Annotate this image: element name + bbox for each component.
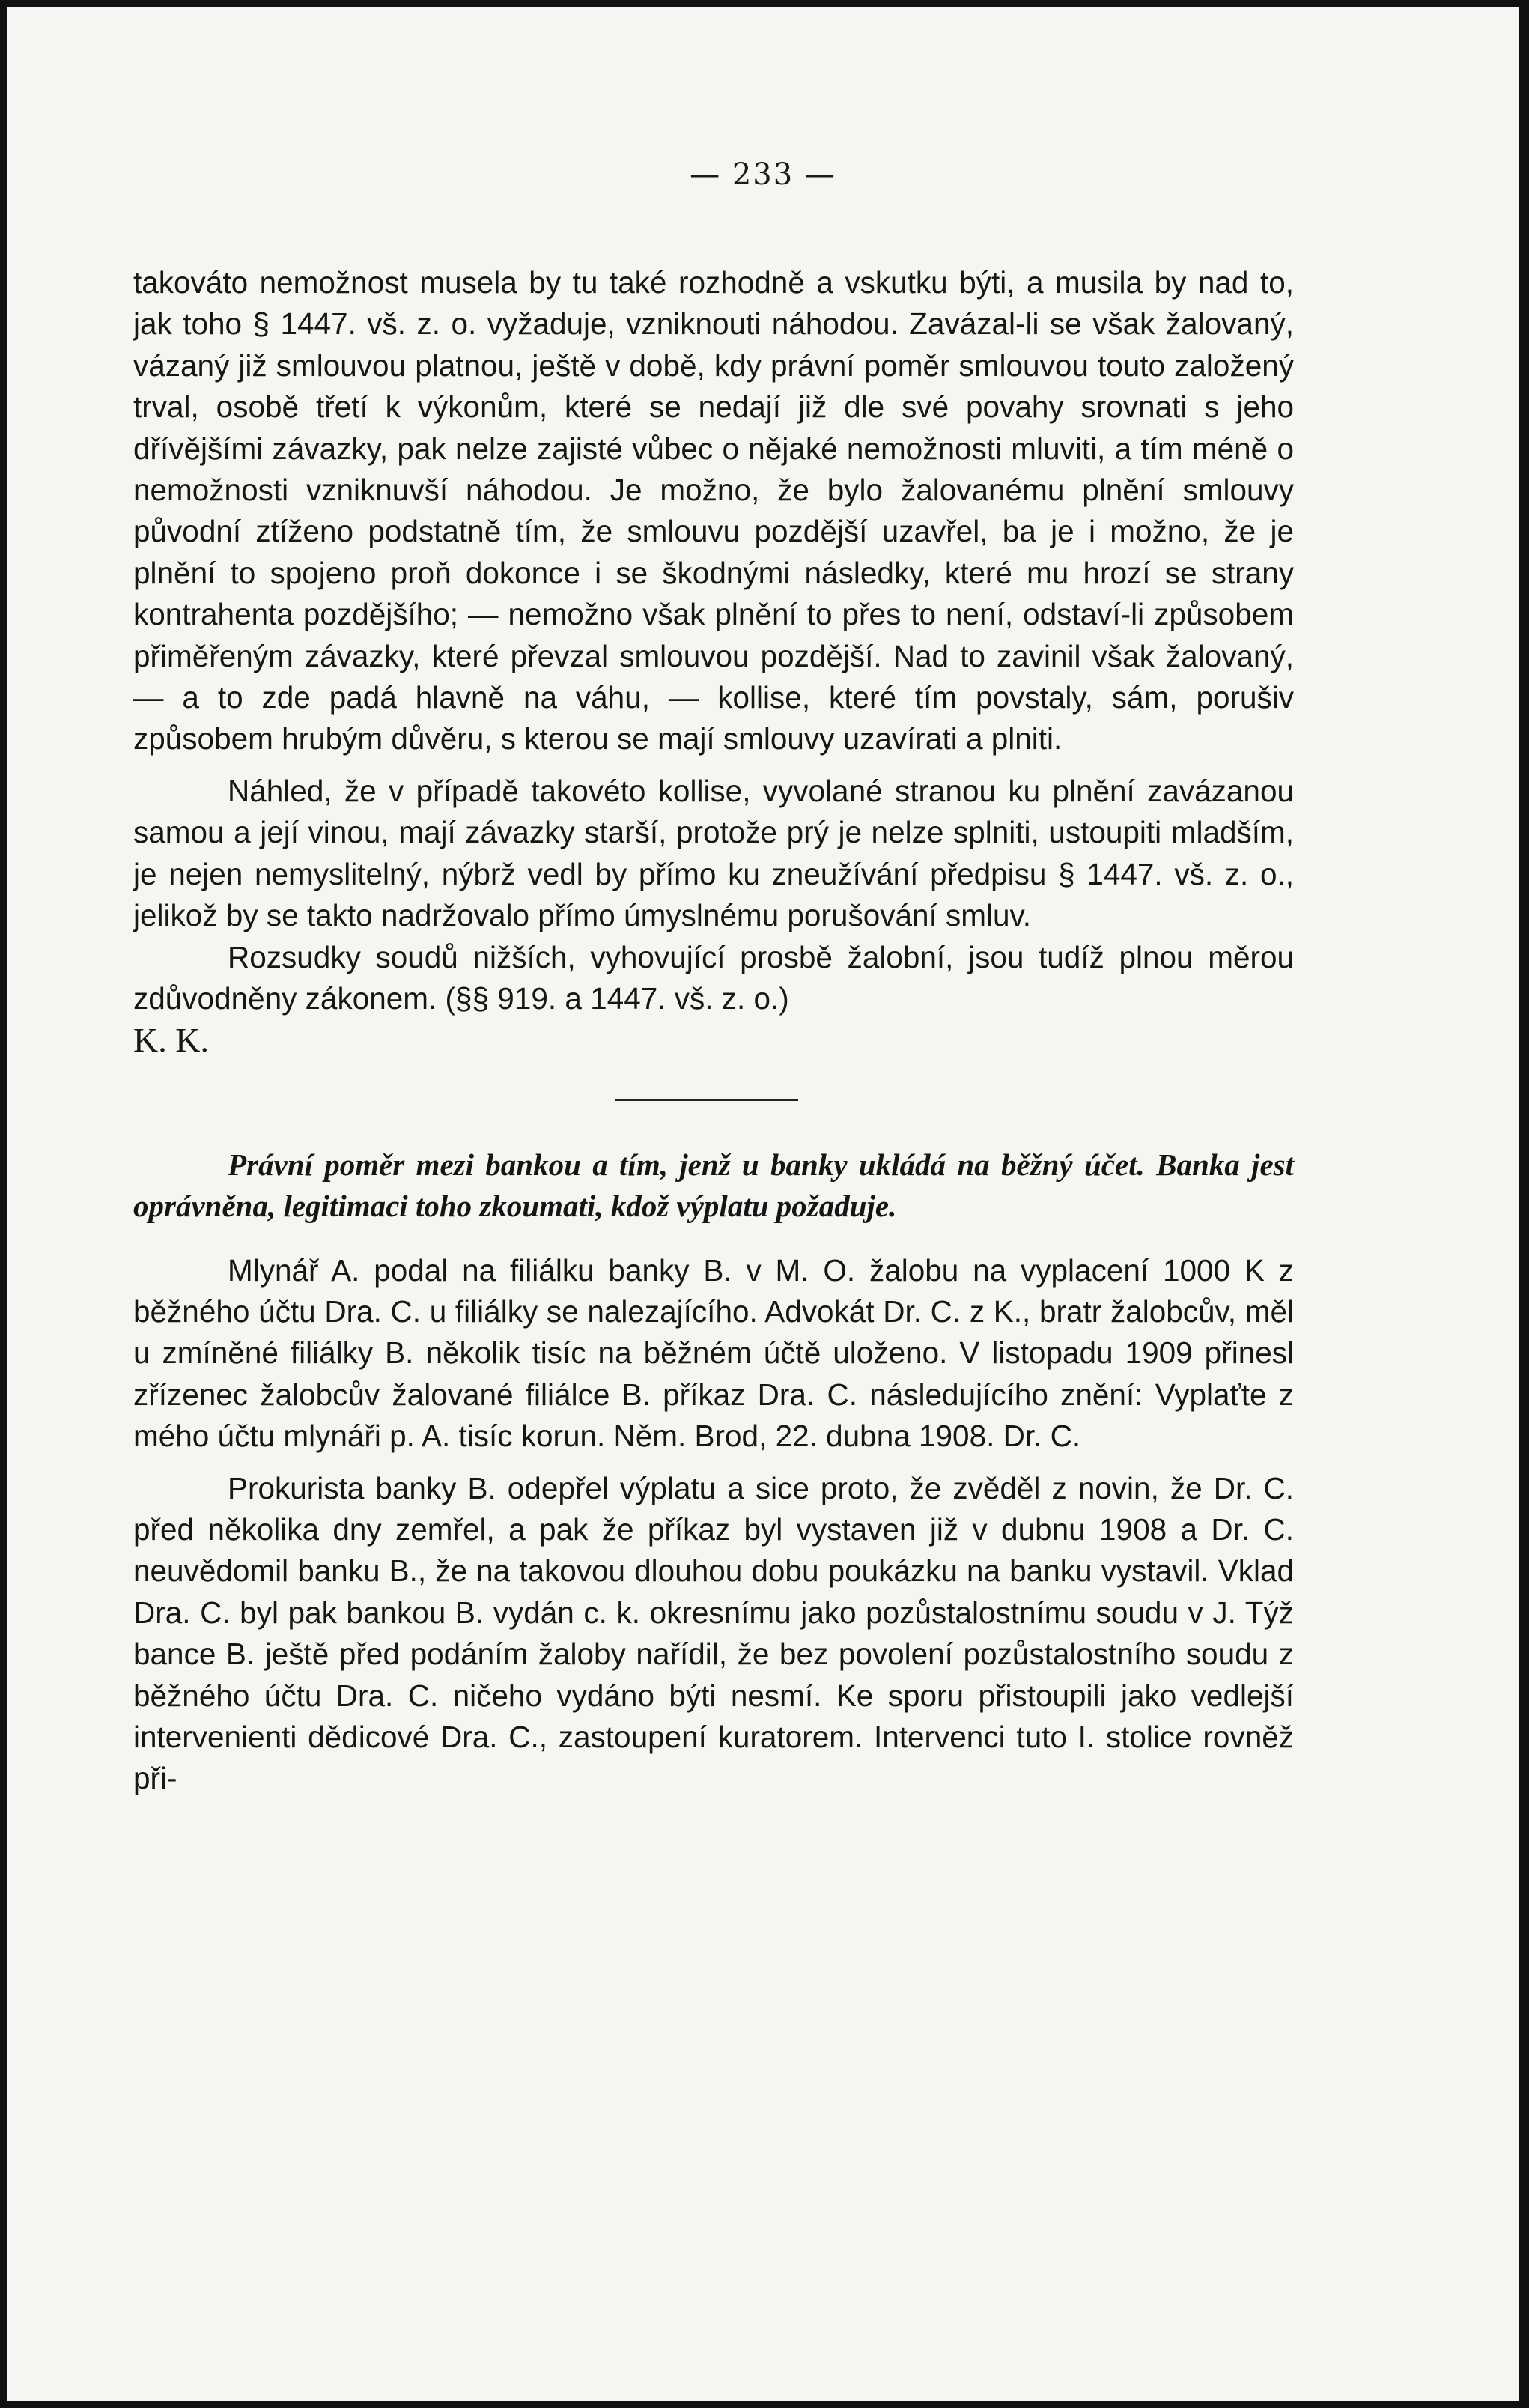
- page-number: — 233 —: [690, 157, 836, 192]
- paragraph-2: Náhled, že v případě takovéto kollise, vyvolané stranou ku plnění zavázanou samou a její vinou, mají závazky starší, protože prý je nelze splniti, ustoupiti mladším, je nejen nemyslitelný, nýbrž vedl by přímo ku zneužívání předpisu § 1447. vš. z. o., jelikož by se takto nadržovalo přímo úmyslnému porušování smluv.: [133, 773, 1294, 933]
- paragraph-3: Rozsudky soudů nižších, vyhovující prosbě žalobní, jsou tudíž plnou měrou zdůvodněny zákonem. (§§ 919. a 1447. vš. z. o.): [133, 939, 1294, 1016]
- paragraph-1: takováto nemožnost musela by tu také rozhodně a vskutku býti, a musila by nad to, jak toho § 1447. vš. z. o. vyžaduje, vzniknouti náhodou. Zavázal-li se však žalovaný, vázaný již smlouvou platnou, ještě v době, kdy právní poměr smlouvou touto založený trval, osobě třetí k výkonům, které se nedají již dle své povahy srovnati s jeho dřívějšími závazky, pak nelze zajisté vůbec o nějaké nemožnosti mluviti, a tím méně o nemožnosti vzniknuvší náhodou. Je možno, že bylo žalovanému plnění smlouvy původní ztíženo podstatně tím, že smlouvu pozdější uzavřel, ba je i možno, že je plnění to spojeno proň dokonce i se škodnými následky, které mu hrozí se strany kontrahenta pozdějšího; — nemožno však plnění to přes to není, odstaví-li způsobem přiměřeným závazky, které převzal smlouvou pozdější. Nad to zavinil však žalovaný, — a to zde padá hlavně na váhu, — kollise, které tím povstaly, sám, porušiv způsobem hrubým důvěru, s kterou se mají smlouvy uzavírati a plniti.: [133, 265, 1294, 756]
- body-text: [133, 262, 1294, 1800]
- paragraph-5: Prokurista banky B. odepřel výplatu a sice proto, že zvěděl z novin, že Dr. C. před několika dny zemřel, a pak že příkaz byl vystaven již v dubnu 1908 a Dr. C. neuvědomil banku B., že na takovou dlouhou dobu poukázku na banku vystavil. Vklad Dra. C. byl pak bankou B. vydán c. k. okresnímu jako pozůstalostnímu soudu v J. Týž bance B. ještě před podáním žaloby nařídil, že bez povolení pozůstalostního soudu z běžného účtu Dra. C. ničeho vydáno býti nesmí. Ke sporu přistoupili jako vedlejší intervenienti dědicové Dra. C., zastoupení kuratorem. Intervenci tuto I. stolice rovněž při-: [133, 1470, 1294, 1796]
- paragraph-4: Mlynář A. podal na filiálku banky B. v M. O. žalobu na vyplacení 1000 K z běžného účtu Dra. C. u filiálky se nalezajícího. Advokát Dr. C. z K., bratr žalobcův, měl u zmíněné filiálky B. několik tisíc na běžném účtě uloženo. V listopadu 1909 přinesl zřízenec žalobcův žalované filiálce B. příkaz Dra. C. následujícího znění: Vyplaťte z mého účtu mlynáři p. A. tisíc korun. Něm. Brod, 22. dubna 1908. Dr. C.: [133, 1252, 1294, 1454]
- signature: K. K.: [133, 1021, 209, 1060]
- section-divider: [615, 1099, 798, 1101]
- section-heading: Právní poměr mezi bankou a tím, jenž u banky ukládá na běžný účet. Banka jest oprávněna, legitimaci toho zkoumati, kdož výplatu požaduje.: [133, 1147, 1294, 1224]
- book-page: [7, 7, 1519, 2401]
